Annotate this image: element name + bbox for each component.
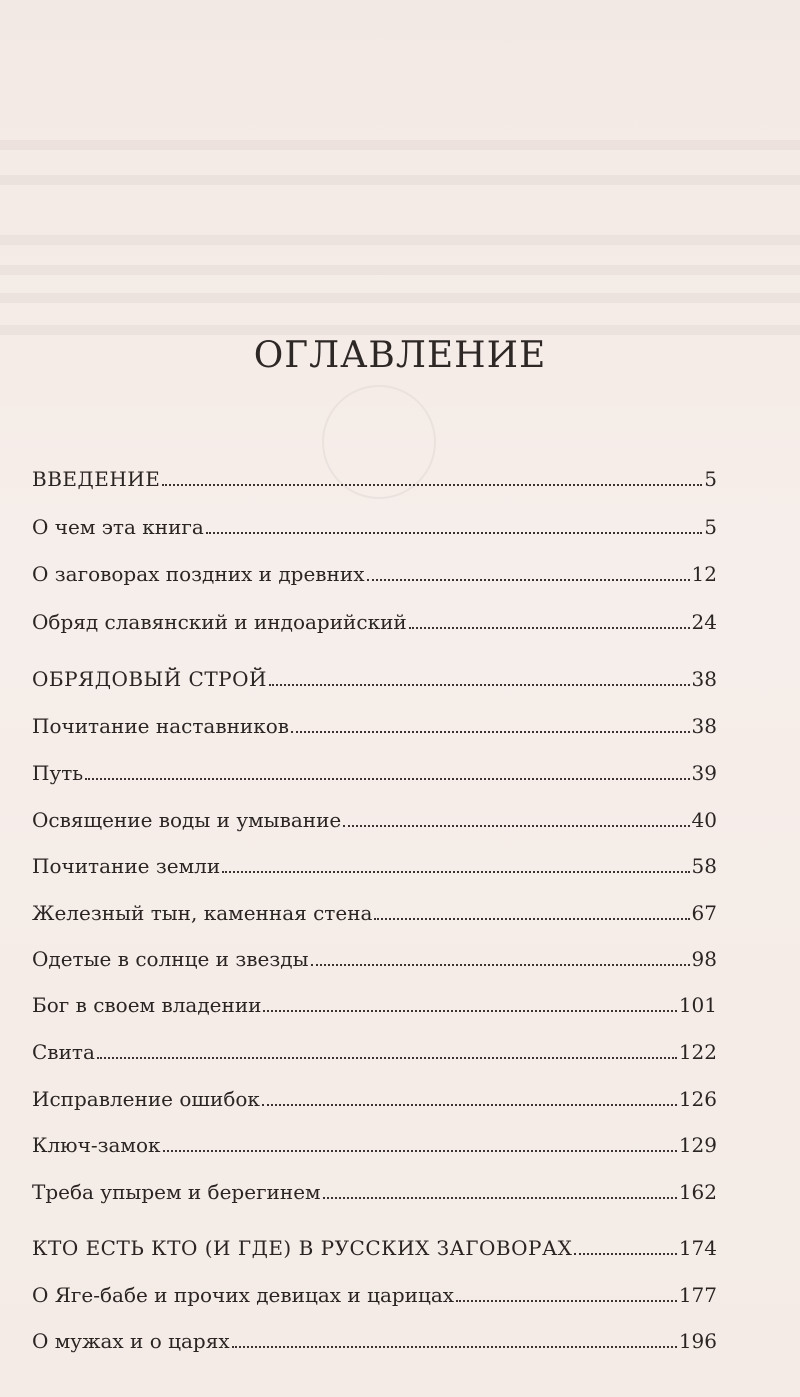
dot-leader <box>343 824 689 827</box>
toc-entry-label: Почитание наставников <box>32 714 290 738</box>
toc-entry-label: Свита <box>32 1040 95 1064</box>
toc-entry <box>32 1265 717 1305</box>
dot-leader <box>222 870 689 873</box>
dot-leader <box>97 1056 677 1059</box>
toc-entry-label: О заговорах поздних и древних <box>32 562 365 586</box>
toc-entry-page: 162 <box>678 1180 717 1204</box>
toc-entry <box>32 696 717 736</box>
dot-leader <box>85 777 689 780</box>
show-through-line <box>0 293 800 303</box>
toc-entry <box>32 1069 717 1109</box>
dot-leader <box>262 1103 677 1106</box>
dot-leader <box>263 1009 676 1012</box>
toc-entry <box>32 592 717 632</box>
toc-entry <box>32 1115 717 1155</box>
toc-entry <box>32 1022 717 1062</box>
toc-entry-page: 177 <box>678 1283 717 1307</box>
show-through-line <box>0 265 800 275</box>
page-title: ОГЛАВЛЕНИЕ <box>253 335 547 376</box>
dot-leader <box>367 578 690 581</box>
toc-entry-label: Бог в своем владении <box>32 993 262 1017</box>
toc-entry-label: О мужах и о царях <box>32 1329 230 1353</box>
toc-entry-page: 122 <box>678 1040 717 1064</box>
dot-leader <box>456 1299 677 1302</box>
toc-entry-label: Одетые в солнце и звезды <box>32 947 309 971</box>
toc-entry-label: ВВЕДЕНИЕ <box>32 467 161 491</box>
show-through-line <box>0 140 800 150</box>
toc-entry-label: О чем эта книга <box>32 515 204 539</box>
toc-entry <box>32 929 717 969</box>
show-through-line <box>0 235 800 245</box>
toc-entry-page: 98 <box>691 947 717 971</box>
dot-leader <box>206 531 702 534</box>
toc-entry-introduction <box>32 449 717 489</box>
toc-entry-ritual-order <box>32 649 717 689</box>
toc-entry <box>32 743 717 783</box>
toc-entry-page: 67 <box>691 901 717 925</box>
toc-entry <box>32 790 717 830</box>
toc-entry-page: 174 <box>678 1236 717 1260</box>
show-through-line <box>0 175 800 185</box>
toc-entry <box>32 836 717 876</box>
dot-leader <box>269 683 690 686</box>
toc-entry-who-is-who <box>32 1218 717 1258</box>
toc-entry-label: Треба упырем и берегинем <box>32 1180 321 1204</box>
dot-leader <box>163 1149 677 1152</box>
toc-entry-label: Ключ-замок <box>32 1133 161 1157</box>
toc-entry-page: 24 <box>691 610 717 634</box>
dot-leader <box>291 730 690 733</box>
toc-entry-page: 196 <box>678 1329 717 1353</box>
dot-leader <box>311 963 690 966</box>
dot-leader <box>162 483 702 486</box>
toc-entry <box>32 883 717 923</box>
toc-entry-label: ОБРЯДОВЫЙ СТРОЙ <box>32 667 267 691</box>
toc-entry-page: 126 <box>678 1087 717 1111</box>
toc-entry-page: 58 <box>691 854 717 878</box>
toc-entry <box>32 1162 717 1202</box>
dot-leader <box>374 917 689 920</box>
show-through-line <box>0 325 800 335</box>
toc-entry-page: 12 <box>691 562 717 586</box>
dot-leader <box>574 1252 676 1255</box>
toc-entry-label: КТО ЕСТЬ КТО (И ГДЕ) В РУССКИХ ЗАГОВОРАХ <box>32 1236 573 1260</box>
toc-entry-page: 38 <box>691 667 717 691</box>
toc-entry-page: 40 <box>691 808 717 832</box>
toc-entry-page: 101 <box>678 993 717 1017</box>
toc-entry <box>32 497 717 537</box>
toc-entry <box>32 544 717 584</box>
toc-entry-page: 5 <box>704 515 717 539</box>
dot-leader <box>323 1196 677 1199</box>
dot-leader <box>232 1345 677 1348</box>
toc-entry-page: 129 <box>678 1133 717 1157</box>
toc-entry-page: 38 <box>691 714 717 738</box>
toc-entry-label: Железный тын, каменная стена <box>32 901 373 925</box>
toc-entry-page: 5 <box>704 467 717 491</box>
toc-entry <box>32 1311 717 1351</box>
toc-entry-label: Почитание земли <box>32 854 221 878</box>
toc-entry-label: Путь <box>32 761 84 785</box>
toc-entry-label: Исправление ошибок <box>32 1087 260 1111</box>
dot-leader <box>409 626 690 629</box>
toc-entry-label: Освящение воды и умывание <box>32 808 342 832</box>
toc-entry-page: 39 <box>691 761 717 785</box>
toc-entry-label: О Яге-бабе и прочих девицах и царицах <box>32 1283 455 1307</box>
toc-entry-label: Обряд славянский и индоарийский <box>32 610 407 634</box>
toc-entry <box>32 975 717 1015</box>
